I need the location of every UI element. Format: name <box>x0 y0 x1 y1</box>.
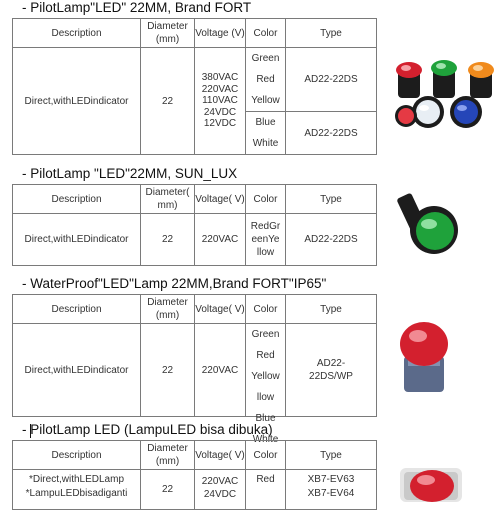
pilot-lamp-photo <box>398 188 464 260</box>
lamp-red-waterproof <box>400 322 448 392</box>
voltage-option: 12VDC <box>203 118 237 130</box>
color-option: White <box>252 434 279 445</box>
type-option: XB7-EV64 <box>307 488 355 499</box>
header-diameter: Diameter (mm) <box>141 295 195 324</box>
lamp-red <box>396 62 422 98</box>
header-voltage: Voltage( V) <box>195 441 246 470</box>
voltage-option: 24VDC <box>203 106 237 118</box>
header-type: Type <box>286 441 377 470</box>
cell-color <box>246 324 286 445</box>
cell-voltage <box>195 470 246 510</box>
color-option: Blue <box>255 413 276 424</box>
cell-color <box>246 48 286 112</box>
header-diameter: Diameter (mm) <box>141 441 195 470</box>
spec-table <box>12 440 377 510</box>
spec-table <box>12 184 377 266</box>
cell-diameter: 22 <box>141 214 195 266</box>
color-text-line: RedGr <box>250 221 281 232</box>
header-color: Color <box>246 441 286 470</box>
color-option: White <box>252 138 279 149</box>
header-description: Description <box>13 441 141 470</box>
cell-color <box>246 112 286 155</box>
lamp-red-small <box>395 105 417 127</box>
cell-description: Direct,withLEDindicator <box>13 324 141 417</box>
lamp-amber <box>468 62 494 98</box>
section-heading: - PilotLamp"LED" 22MM, Brand FORT <box>22 0 252 15</box>
type-option: XB7-EV63 <box>307 474 355 485</box>
cell-diameter: 22 <box>141 48 195 155</box>
pilot-lamp-photo <box>388 58 500 138</box>
voltage-option: 24VDC <box>203 489 237 500</box>
header-description: Description <box>13 295 141 324</box>
cell-description: Direct,withLEDindicator <box>13 48 141 155</box>
cell-type <box>286 470 377 510</box>
description-line: *Direct,withLEDLamp <box>28 474 125 485</box>
header-description: Description <box>13 19 141 48</box>
cell-diameter: 22 <box>141 470 195 510</box>
cell-voltage: 220VAC <box>195 214 246 266</box>
color-text-line: eenYe <box>251 234 280 245</box>
color-option: Blue <box>255 117 276 128</box>
cell-type: AD22-22DS <box>286 112 377 155</box>
cell-color <box>246 214 286 266</box>
type-text-line: 22DS/WP <box>309 371 353 382</box>
cell-description <box>13 470 141 510</box>
cell-voltage: 220VAC <box>195 324 246 417</box>
header-description: Description <box>13 185 141 214</box>
pilot-lamp-photo <box>396 462 466 500</box>
color-option: Yellow <box>251 371 280 382</box>
header-diameter: Diameter (mm) <box>141 19 195 48</box>
cell-type: AD22-22DS <box>286 214 377 266</box>
header-voltage: Voltage( V) <box>195 185 246 214</box>
cell-color <box>246 470 286 510</box>
spec-table <box>12 18 377 155</box>
pilot-lamp-photo <box>396 318 452 396</box>
cell-type <box>286 324 377 417</box>
lamp-white <box>412 96 444 128</box>
cell-voltage <box>195 48 246 155</box>
header-voltage: Voltage( V) <box>195 295 246 324</box>
lamp-red-removable <box>400 468 462 502</box>
color-text-line: llow <box>256 247 275 258</box>
header-voltage: Voltage (V) <box>195 19 246 48</box>
color-option: Red <box>256 350 275 361</box>
voltage-option: 110VAC <box>202 95 238 107</box>
type-text-line: AD22- <box>316 358 346 369</box>
color-option: Red <box>256 474 275 485</box>
header-type: Type <box>286 19 377 48</box>
lamp-blue <box>450 96 482 128</box>
color-option: Yellow <box>251 95 280 106</box>
voltage-option: 380VAC <box>201 72 239 84</box>
header-color: Color <box>246 185 286 214</box>
description-line: *LampuLEDbisadiganti <box>25 488 128 499</box>
header-diameter: Diameter( mm) <box>141 185 195 214</box>
header-color: Color <box>246 295 286 324</box>
color-option: Green <box>251 53 280 64</box>
color-option: llow <box>256 392 275 403</box>
header-type: Type <box>286 185 377 214</box>
voltage-option: 220VAC <box>201 83 239 95</box>
header-color: Color <box>246 19 286 48</box>
lamp-green <box>396 192 458 254</box>
voltage-option: 220VAC <box>201 476 239 487</box>
color-option: Red <box>256 74 275 85</box>
header-type: Type <box>286 295 377 324</box>
section-heading: - PilotLamp "LED"22MM, SUN_LUX <box>22 166 238 181</box>
section-heading: - WaterProof"LED"Lamp 22MM,Brand FORT"IP65" <box>22 276 327 291</box>
cell-description: Direct,withLEDindicator <box>13 214 141 266</box>
cell-diameter: 22 <box>141 324 195 417</box>
color-option: Green <box>251 329 280 340</box>
lamp-green <box>431 60 457 98</box>
section-heading: - PilotLamp LED (LampuLED bisa dibuka) <box>22 422 273 437</box>
cell-type: AD22-22DS <box>286 48 377 112</box>
